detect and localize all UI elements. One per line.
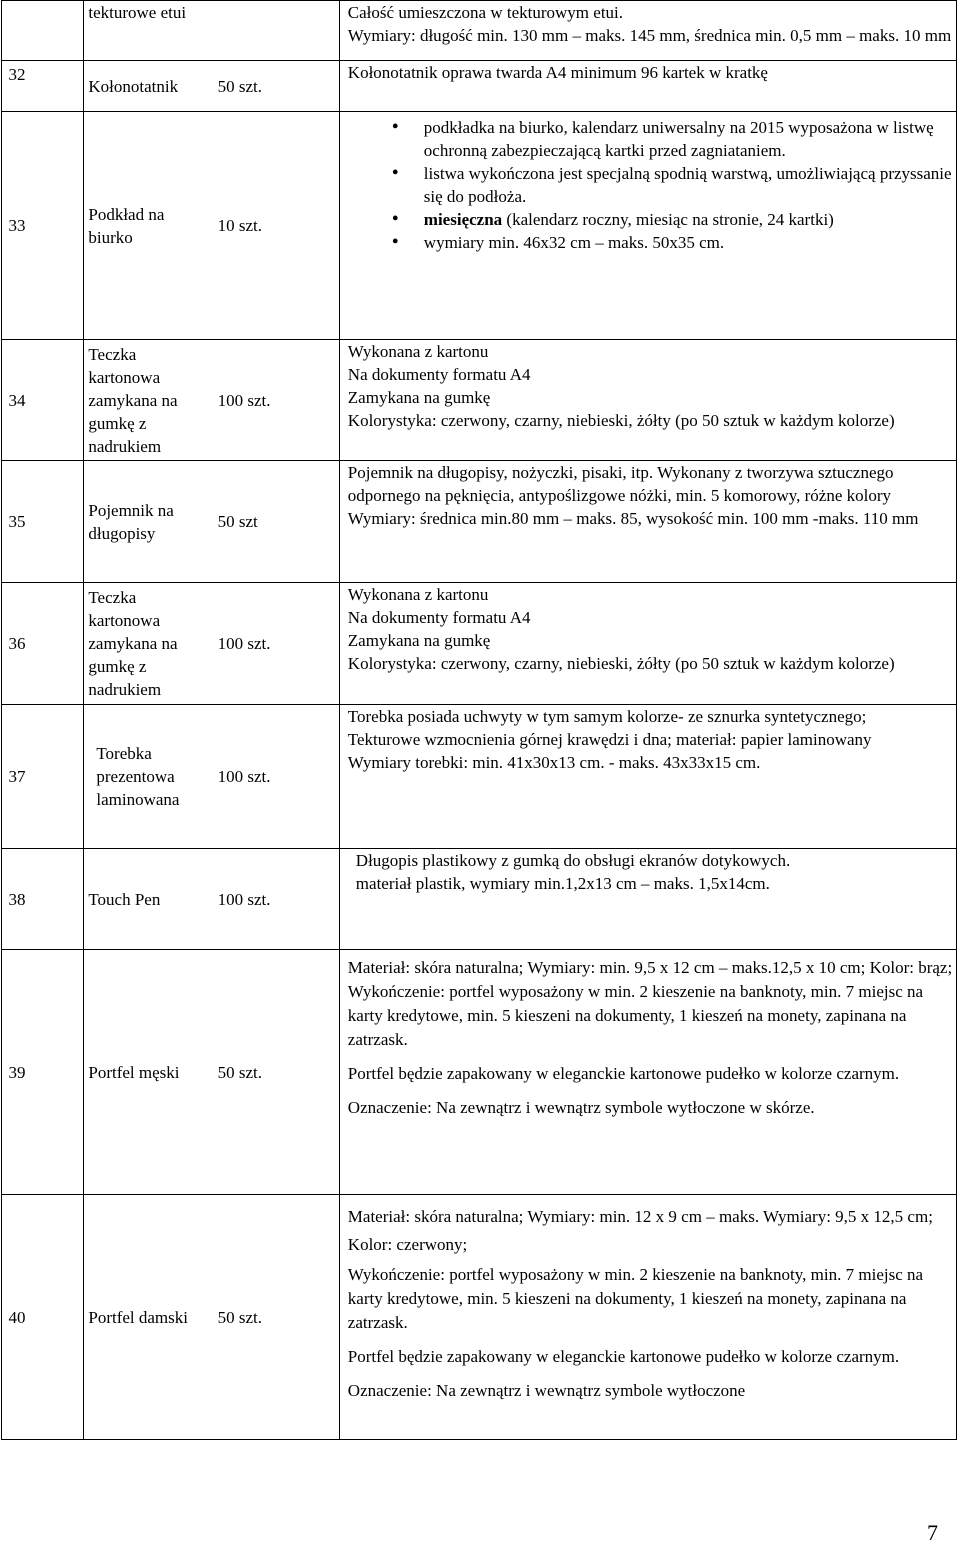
item-name: Portfel damski [88,1307,188,1327]
item-description-cell [339,340,956,461]
description-line: Materiał: skóra naturalna; Wymiary: min. 12 x 9 cm – maks. Wymiary: 9,5 x 12,5 cm; Kolor: czerwony; [347,1207,933,1254]
item-name-cell [84,1195,212,1440]
item-description [348,340,956,432]
description-line: Długopis plastikowy z gumką do obsługi ekranów dotykowych. [355,851,791,870]
item-name: Touch Pen [88,889,161,909]
bullet-item: • listwa wykończona jest specjalną spodnią warstwą, umożliwiającą przyssanie się do podłoża. [424,162,956,208]
item-name: Teczka kartonowa zamykana na gumkę z nadrukiem [88,344,178,456]
item-quantity-cell [212,849,340,950]
description-line: Wymiary: średnica min.80 mm – maks. 85, wysokość min. 100 mm -maks. 110 mm [347,509,919,528]
item-number: 38 [8,889,26,909]
item-quantity-cell [212,950,340,1195]
item-name: Portfel męski [88,1062,180,1082]
item-description [348,583,956,675]
table-row [2,112,957,340]
item-number-cell [2,849,84,950]
item-description [348,461,956,530]
bullet-item [424,208,956,231]
item-description [348,1,956,47]
description-line: Tekturowe wzmocnienia górnej krawędzi i dna; materiał: papier laminowany [347,730,872,749]
item-quantity: 100 szt. [217,634,271,653]
item-name-cell [84,61,212,112]
item-quantity: 50 szt. [217,1062,262,1082]
bullet-bold-term: miesięczna [423,210,503,229]
item-quantity: 10 szt. [217,216,262,235]
item-description [348,956,956,1120]
page-number: 7 [927,1520,938,1545]
item-number: 40 [8,1307,26,1327]
item-quantity-cell [212,112,340,340]
item-name-cell [84,705,212,849]
item-name-cell [84,950,212,1195]
item-description-cell [339,950,956,1195]
table-row [2,583,957,705]
bullet-text: (kalendarz roczny, miesiąc na stronie, 24 kartki) [502,210,834,229]
description-line: Oznaczenie: Na zewnątrz i wewnątrz symbole wytłoczone w skórze. [347,1098,815,1117]
description-line: Portfel będzie zapakowany w eleganckie kartonowe pudełko w kolorze czarnym. [347,1064,900,1083]
item-description-cell [339,461,956,583]
item-number: 32 [8,65,26,84]
description-line: Zamykana na gumkę [347,631,491,650]
description-line: Wymiary: długość min. 130 mm – maks. 145 mm, średnica min. 0,5 mm – maks. 10 mm [347,26,952,45]
table-row [2,340,957,461]
item-quantity: 50 szt. [217,1307,262,1327]
item-quantity: 100 szt. [217,889,271,909]
description-line: Całość umieszczona w tekturowym etui. [347,3,624,22]
description-line: Wykonana z kartonu [347,342,489,361]
item-quantity: 100 szt. [217,767,271,786]
item-number-cell [2,583,84,705]
item-number: 37 [8,767,26,786]
item-number: 35 [8,512,26,531]
item-number-cell [2,340,84,461]
description-line: Na dokumenty formatu A4 [347,365,531,384]
description-line: Wymiary torebki: min. 41x30x13 cm. - maks. 43x33x15 cm. [347,753,761,772]
description-line: Na dokumenty formatu A4 [347,608,531,627]
description-line: Oznaczenie: Na zewnątrz i wewnątrz symbole wytłoczone [347,1381,746,1400]
item-number-cell [2,705,84,849]
specification-table [1,0,957,1440]
description-line: Kołonotatnik oprawa twarda A4 minimum 96 kartek w kratkę [347,63,768,82]
item-name: tekturowe etui [88,3,187,22]
description-line: Wykończenie: portfel wyposażony w min. 2 kieszenie na banknoty, min. 7 miejsc na karty kredytowe, min. 5 kieszeni na dokumenty, 1 kieszeń na monety, zapinana na zatrzask. [347,1265,924,1332]
item-description-cell [339,1,956,61]
item-number-cell [2,1195,84,1440]
description-line: Pojemnik na długopisy, nożyczki, pisaki, itp. Wykonany z tworzywa sztucznego odpornego na pęknięcia, antypoślizgowe nóżki, min. 5 komorowy, różne kolory [347,463,894,505]
item-name: Torebka prezentowa laminowana [96,744,180,809]
item-number-cell [2,1,84,61]
item-description-cell [339,849,956,950]
item-number-cell [2,112,84,340]
table-row [2,849,957,950]
item-quantity-cell [212,705,340,849]
item-description-cell [339,112,956,340]
item-quantity-cell [212,340,340,461]
item-name-cell [84,849,212,950]
description-line: Wykonana z kartonu [347,585,489,604]
item-name-cell [84,112,212,340]
table-row [2,61,957,112]
item-number-cell [2,61,84,112]
item-quantity: 100 szt. [217,390,271,410]
item-quantity-cell [212,461,340,583]
item-name-cell [84,340,212,461]
table-row [2,705,957,849]
item-quantity-cell [212,1195,340,1440]
description-line: Materiał: skóra naturalna; Wymiary: min. 9,5 x 12 cm – maks.12,5 x 10 cm; Kolor: brąz; Wykończenie: portfel wyposażony w min. 2 kieszenie na banknoty, min. 7 miejsc na karty kredytowe, min. 5 kieszeni na dokumenty, 1 kieszeń na monety, zapinana na zatrzask. [347,958,953,1049]
item-description-bullets [348,116,956,254]
bullet-item: • wymiary min. 46x32 cm – maks. 50x35 cm. [424,231,956,254]
item-description-cell [339,583,956,705]
description-line: Kolorystyka: czerwony, czarny, niebieski, żółty (po 50 sztuk w każdym kolorze) [347,411,895,430]
item-name: Kołonotatnik [88,76,179,96]
description-line: materiał plastik, wymiary min.1,2x13 cm – maks. 1,5x14cm. [355,874,770,893]
item-description-cell [339,705,956,849]
description-line: Zamykana na gumkę [347,388,491,407]
item-name: Teczka kartonowa zamykana na gumkę z nadrukiem [88,588,178,699]
item-quantity: 50 szt. [217,76,262,96]
item-number: 33 [8,216,26,235]
item-quantity-cell [212,583,340,705]
item-number-cell [2,461,84,583]
item-description-cell [339,61,956,112]
table-row [2,1195,957,1440]
item-name-cell [84,461,212,583]
table-row [2,1,957,61]
item-description [348,61,956,84]
item-number-cell [2,950,84,1195]
item-quantity: 50 szt [217,512,258,531]
bullet-item: • podkładka na biurko, kalendarz uniwersalny na 2015 wyposażona w listwę ochronną zabezpieczającą kartki przed zagniataniem. [424,116,956,162]
item-number: 34 [8,390,26,410]
description-line: Kolorystyka: czerwony, czarny, niebieski, żółty (po 50 sztuk w każdym kolorze) [347,654,895,673]
table-row [2,461,957,583]
item-name-cell [84,1,339,61]
description-line: Torebka posiada uchwyty w tym samym kolorze- ze sznurka syntetycznego; [347,707,867,726]
table-row [2,950,957,1195]
description-line: Portfel będzie zapakowany w eleganckie kartonowe pudełko w kolorze czarnym. [347,1347,900,1366]
item-number: 39 [8,1062,26,1082]
item-description [356,849,956,895]
item-number: 36 [8,634,26,653]
item-name-cell [84,583,212,705]
item-name: Podkład na biurko [88,204,165,247]
item-quantity-cell [212,61,340,112]
item-name: Pojemnik na długopisy [88,500,174,543]
item-description [348,705,956,774]
item-description [348,1203,956,1403]
item-description-cell [339,1195,956,1440]
